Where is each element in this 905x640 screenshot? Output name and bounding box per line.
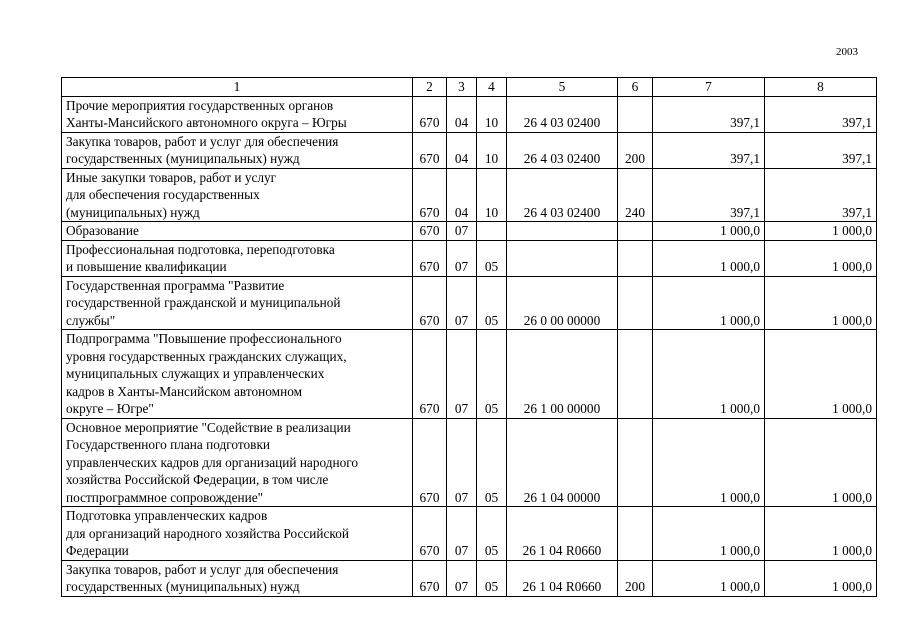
amount-col8-cell: 1 000,0	[765, 507, 877, 561]
target-article-cell: 26 1 04 00000	[507, 418, 618, 507]
item-name-line: уровня государственных гражданских служащих,	[66, 348, 347, 364]
column-header: 7	[653, 78, 765, 97]
page-number: 2003	[836, 46, 858, 58]
item-name-cell	[62, 168, 413, 222]
section-code-cell: 04	[447, 132, 477, 168]
item-name-line: Государственная программа "Развитие	[66, 277, 285, 293]
amount-col7-cell: 1 000,0	[653, 330, 765, 419]
subsection-code-cell: 05	[477, 560, 507, 596]
budget-code-cell: 670	[413, 330, 447, 419]
item-name-line: Профессиональная подготовка, переподготовка	[66, 241, 335, 257]
item-name-line: Государственного плана подготовки	[66, 437, 271, 452]
item-name-line: Закупка товаров, работ и услуг для обеспечения	[66, 561, 339, 577]
item-name-line: Образование	[66, 223, 139, 238]
target-article-cell: 26 1 04 R0660	[507, 507, 618, 561]
section-code-cell: 07	[447, 507, 477, 561]
table-row	[62, 330, 877, 419]
subsection-code-cell: 10	[477, 132, 507, 168]
column-header: 4	[477, 78, 507, 97]
amount-col7-cell: 397,1	[653, 96, 765, 132]
amount-col7-cell: 397,1	[653, 132, 765, 168]
amount-col7-cell: 1 000,0	[653, 240, 765, 276]
table-row	[62, 507, 877, 561]
expense-type-cell: 240	[618, 168, 653, 222]
item-name-cell	[62, 222, 413, 241]
amount-col8-cell: 397,1	[765, 168, 877, 222]
column-header: 1	[62, 78, 413, 97]
item-name-line: управленческих кадров для организаций народного	[66, 454, 359, 470]
table-body	[62, 96, 877, 596]
budget-table	[61, 77, 877, 597]
item-name-cell	[62, 276, 413, 330]
target-article-cell: 26 4 03 02400	[507, 132, 618, 168]
expense-type-cell: 200	[618, 560, 653, 596]
amount-col8-cell: 397,1	[765, 96, 877, 132]
budget-code-cell: 670	[413, 132, 447, 168]
subsection-code-cell: 05	[477, 276, 507, 330]
expense-type-cell	[618, 96, 653, 132]
item-name-cell	[62, 418, 413, 507]
section-code-cell: 07	[447, 222, 477, 241]
budget-code-cell: 670	[413, 507, 447, 561]
column-header: 2	[413, 78, 447, 97]
item-name-line: Прочие мероприятия государственных органов	[66, 97, 334, 113]
item-name-cell	[62, 560, 413, 596]
expense-type-cell	[618, 276, 653, 330]
section-code-cell: 07	[447, 240, 477, 276]
amount-col8-cell: 1 000,0	[765, 330, 877, 419]
item-name-line: государственной гражданской и муниципальной	[66, 295, 341, 310]
item-name-line: для обеспечения государственных	[66, 187, 260, 202]
amount-col7-cell: 1 000,0	[653, 560, 765, 596]
expense-type-cell: 200	[618, 132, 653, 168]
section-code-cell: 07	[447, 276, 477, 330]
amount-col8-cell: 1 000,0	[765, 418, 877, 507]
subsection-code-cell: 05	[477, 330, 507, 419]
table-row	[62, 96, 877, 132]
item-name-line: Иные закупки товаров, работ и услуг	[66, 169, 277, 185]
section-code-cell: 07	[447, 330, 477, 419]
item-name-line: муниципальных служащих и управленческих	[66, 366, 325, 381]
target-article-cell: 26 1 04 R0660	[507, 560, 618, 596]
amount-col8-cell: 1 000,0	[765, 276, 877, 330]
item-name-line: Подготовка управленческих кадров	[66, 508, 268, 523]
amount-col8-cell: 397,1	[765, 132, 877, 168]
item-name-line: Основное мероприятие "Содействие в реализации	[66, 419, 351, 435]
budget-code-cell: 670	[413, 96, 447, 132]
item-name-line: округе – Югре"	[66, 401, 154, 416]
target-article-cell	[507, 240, 618, 276]
item-name-line: государственных (муниципальных) нужд	[66, 151, 300, 166]
budget-code-cell: 670	[413, 418, 447, 507]
expense-type-cell	[618, 507, 653, 561]
header-row	[62, 78, 877, 97]
amount-col8-cell: 1 000,0	[765, 240, 877, 276]
amount-col7-cell: 1 000,0	[653, 222, 765, 241]
section-code-cell: 04	[447, 168, 477, 222]
budget-code-cell: 670	[413, 560, 447, 596]
amount-col7-cell: 1 000,0	[653, 276, 765, 330]
item-name-cell	[62, 507, 413, 561]
budget-code-cell: 670	[413, 240, 447, 276]
item-name-line: и повышение квалификации	[66, 259, 227, 274]
item-name-line: хозяйства Российской Федерации, в том числе	[66, 472, 329, 487]
table-row	[62, 418, 877, 507]
expense-type-cell	[618, 330, 653, 419]
expense-type-cell	[618, 240, 653, 276]
target-article-cell: 26 4 03 02400	[507, 168, 618, 222]
amount-col8-cell: 1 000,0	[765, 560, 877, 596]
table-row	[62, 168, 877, 222]
amount-col7-cell: 1 000,0	[653, 418, 765, 507]
target-article-cell: 26 0 00 00000	[507, 276, 618, 330]
budget-code-cell: 670	[413, 168, 447, 222]
subsection-code-cell	[477, 222, 507, 241]
column-header: 8	[765, 78, 877, 97]
item-name-line: Закупка товаров, работ и услуг для обеспечения	[66, 133, 339, 149]
item-name-line: Федерации	[66, 543, 129, 558]
expense-type-cell	[618, 418, 653, 507]
amount-col7-cell: 1 000,0	[653, 507, 765, 561]
amount-col8-cell: 1 000,0	[765, 222, 877, 241]
target-article-cell: 26 4 03 02400	[507, 96, 618, 132]
budget-code-cell: 670	[413, 276, 447, 330]
section-code-cell: 07	[447, 418, 477, 507]
item-name-line: государственных (муниципальных) нужд	[66, 579, 300, 594]
item-name-line: службы"	[66, 312, 116, 328]
section-code-cell: 04	[447, 96, 477, 132]
table-row	[62, 222, 877, 241]
target-article-cell	[507, 222, 618, 241]
item-name-cell	[62, 132, 413, 168]
item-name-line: постпрограммное сопровождение"	[66, 489, 264, 505]
item-name-line: Подпрограмма "Повышение профессионального	[66, 331, 342, 346]
subsection-code-cell: 05	[477, 418, 507, 507]
item-name-line: (муниципальных) нужд	[66, 204, 200, 220]
item-name-line: для организаций народного хозяйства Российской	[66, 525, 349, 541]
table-row	[62, 560, 877, 596]
table-row	[62, 132, 877, 168]
subsection-code-cell: 05	[477, 507, 507, 561]
item-name-line: Ханты-Мансийского автономного округа – Югры	[66, 115, 347, 130]
subsection-code-cell: 10	[477, 96, 507, 132]
table-row	[62, 276, 877, 330]
target-article-cell: 26 1 00 00000	[507, 330, 618, 419]
subsection-code-cell: 05	[477, 240, 507, 276]
item-name-line: кадров в Ханты-Мансийском автономном	[66, 383, 302, 399]
expense-type-cell	[618, 222, 653, 241]
table-row	[62, 240, 877, 276]
item-name-cell	[62, 240, 413, 276]
budget-code-cell: 670	[413, 222, 447, 241]
column-header: 6	[618, 78, 653, 97]
column-header: 5	[507, 78, 618, 97]
column-header: 3	[447, 78, 477, 97]
item-name-cell	[62, 96, 413, 132]
item-name-cell	[62, 330, 413, 419]
subsection-code-cell: 10	[477, 168, 507, 222]
amount-col7-cell: 397,1	[653, 168, 765, 222]
section-code-cell: 07	[447, 560, 477, 596]
